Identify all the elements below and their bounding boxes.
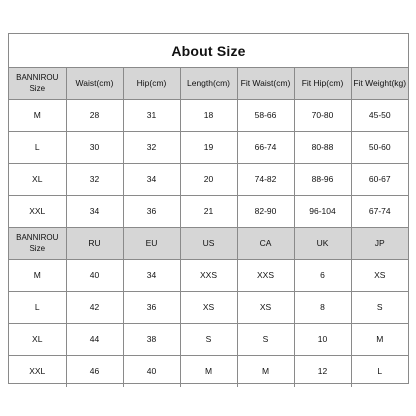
table-cell: 8 xyxy=(294,292,351,324)
table-cell: 96-104 xyxy=(294,196,351,228)
table-cell: 46 xyxy=(66,356,123,388)
table-cell: 70-80 xyxy=(294,100,351,132)
table-cell: 58-66 xyxy=(237,100,294,132)
table-cell: 36 xyxy=(123,196,180,228)
size-cell: XXL xyxy=(9,356,66,388)
table-cell: 20 xyxy=(180,164,237,196)
table-cell: 6 xyxy=(294,260,351,292)
brand-size-header-cell xyxy=(9,228,66,260)
table-cell: 34 xyxy=(66,196,123,228)
conversion-header-row xyxy=(9,228,408,260)
brand-label: BANNIROU xyxy=(16,73,59,83)
table-cell: XS xyxy=(351,260,408,292)
table-cell: 80-88 xyxy=(294,132,351,164)
header-fit-hip: Fit Hip(cm) xyxy=(294,68,351,100)
table-cell: M xyxy=(237,356,294,388)
table-cell: 19 xyxy=(180,132,237,164)
size-cell: XL xyxy=(9,164,66,196)
table-cell: S xyxy=(180,324,237,356)
table-cell: M xyxy=(351,324,408,356)
table-cell: 88-96 xyxy=(294,164,351,196)
table-cell: XS xyxy=(237,292,294,324)
table-cell: 34 xyxy=(123,260,180,292)
measurement-header-row xyxy=(9,68,408,100)
table-cell: 38 xyxy=(123,324,180,356)
table-cell: 42 xyxy=(66,292,123,324)
table-cell: S xyxy=(237,324,294,356)
header-fit-waist: Fit Waist(cm) xyxy=(237,68,294,100)
brand-size-header-cell xyxy=(9,68,66,100)
table-row xyxy=(9,196,408,228)
table-cell: XS xyxy=(180,292,237,324)
table-cell: 10 xyxy=(294,324,351,356)
table-cell: 21 xyxy=(180,196,237,228)
header-ca: CA xyxy=(237,228,294,260)
size-cell: M xyxy=(9,260,66,292)
size-cell: L xyxy=(9,132,66,164)
header-uk: UK xyxy=(294,228,351,260)
table-row xyxy=(9,132,408,164)
table-cell: 60-67 xyxy=(351,164,408,196)
table-row xyxy=(9,164,408,196)
size-cell: XXL xyxy=(9,196,66,228)
size-label: Size xyxy=(29,243,46,253)
table-cell: 32 xyxy=(123,132,180,164)
size-chart xyxy=(8,33,409,384)
table-cell: 50-60 xyxy=(351,132,408,164)
table-cell: 66-74 xyxy=(237,132,294,164)
header-hip: Hip(cm) xyxy=(123,68,180,100)
table-cell: 44 xyxy=(66,324,123,356)
size-cell: M xyxy=(9,100,66,132)
table-cell: 12 xyxy=(294,356,351,388)
header-fit-weight: Fit Weight(kg) xyxy=(351,68,408,100)
size-cell: XL xyxy=(9,324,66,356)
table-row xyxy=(9,100,408,132)
table-cell: 31 xyxy=(123,100,180,132)
table-row xyxy=(9,260,408,292)
table-cell: M xyxy=(180,356,237,388)
table-cell: 40 xyxy=(66,260,123,292)
table-cell: 74-82 xyxy=(237,164,294,196)
table-cell: 32 xyxy=(66,164,123,196)
header-ru: RU xyxy=(66,228,123,260)
table-cell: 45-50 xyxy=(351,100,408,132)
table-cell: 28 xyxy=(66,100,123,132)
header-eu: EU xyxy=(123,228,180,260)
table-cell: 34 xyxy=(123,164,180,196)
table-cell: XXS xyxy=(237,260,294,292)
table-cell: 40 xyxy=(123,356,180,388)
size-label: Size xyxy=(29,83,46,93)
table-cell: 82-90 xyxy=(237,196,294,228)
table-row xyxy=(9,356,408,388)
header-jp: JP xyxy=(351,228,408,260)
size-table xyxy=(9,67,408,387)
size-cell: L xyxy=(9,292,66,324)
table-cell: 36 xyxy=(123,292,180,324)
table-row xyxy=(9,292,408,324)
size-chart-title: About Size xyxy=(171,42,246,59)
table-row xyxy=(9,324,408,356)
table-cell: XXS xyxy=(180,260,237,292)
table-cell: S xyxy=(351,292,408,324)
table-cell: 30 xyxy=(66,132,123,164)
brand-label: BANNIROU xyxy=(16,233,59,243)
header-length: Length(cm) xyxy=(180,68,237,100)
header-waist: Waist(cm) xyxy=(66,68,123,100)
header-us: US xyxy=(180,228,237,260)
table-cell: L xyxy=(351,356,408,388)
table-cell: 67-74 xyxy=(351,196,408,228)
table-cell: 18 xyxy=(180,100,237,132)
